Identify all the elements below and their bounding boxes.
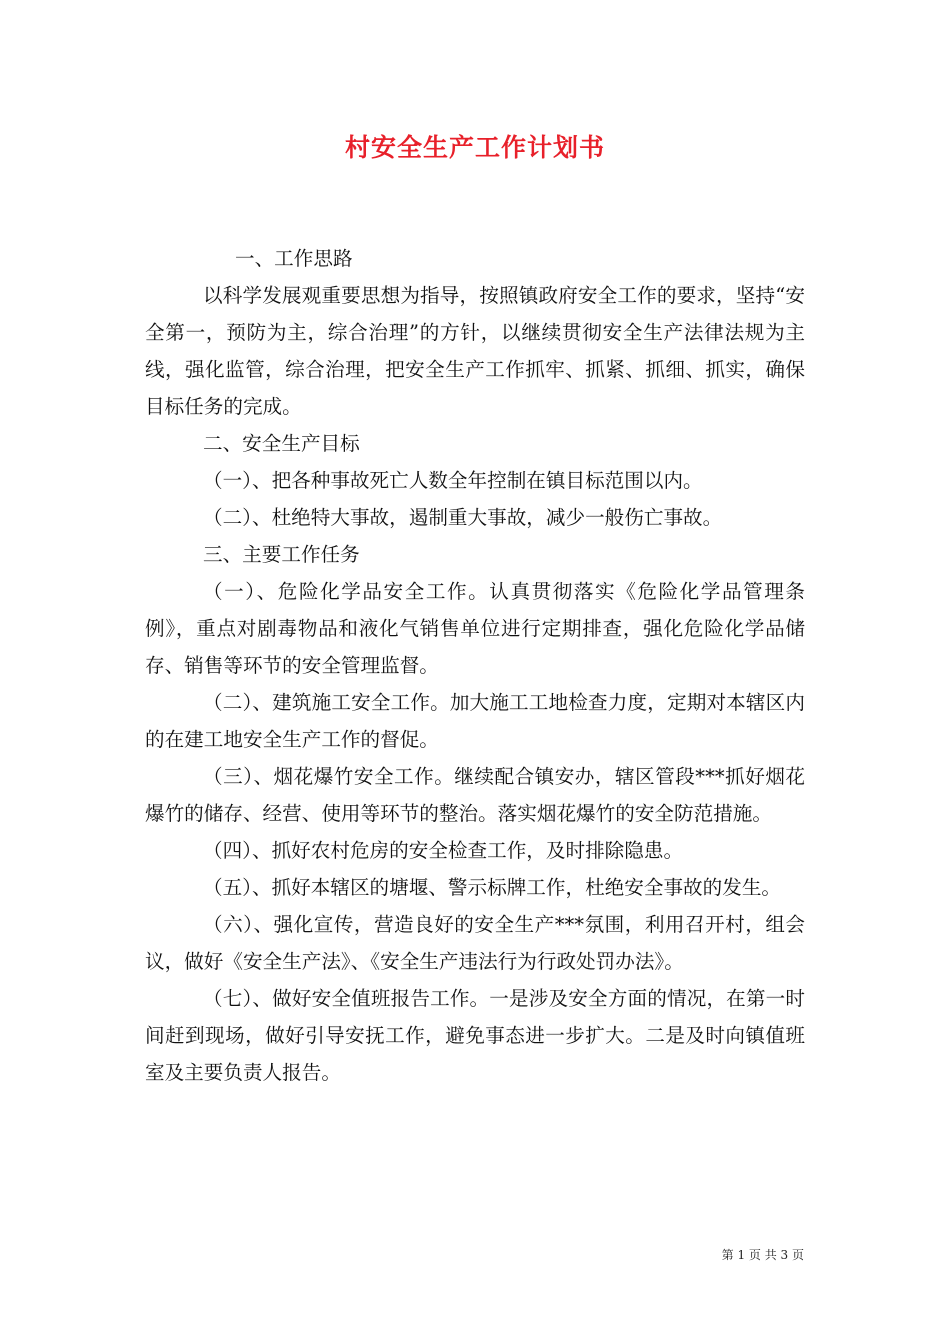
task-item-3: （三）、烟花爆竹安全工作。继续配合镇安办，辖区管段***抓好烟花爆竹的储存、经营、使用等环节的整治。落实烟花爆竹的安全防范措施。 — [145, 765, 805, 825]
task-item-4: （四）、抓好农村危房的安全检查工作，及时排除隐患。 — [203, 839, 684, 862]
task-item-1: （一）、危险化学品安全工作。认真贯彻落实《危险化学品管理条例》，重点对剧毒物品和液化气销售单位进行定期排查，强化危险化学品储存、销售等环节的安全管理监督。 — [145, 580, 805, 677]
goal-item-2: （二）、杜绝特大事故，遏制重大事故，减少一般伤亡事故。 — [203, 506, 723, 529]
task-item-2: （二）、建筑施工安全工作。加大施工工地检查力度，定期对本辖区内的在建工地安全生产工作的督促。 — [145, 691, 805, 751]
paragraph-work-approach: 以科学发展观重要思想为指导，按照镇政府安全工作的要求，坚持“安全第一，预防为主，综合治理”的方针，以继续贯彻安全生产法律法规为主线，强化监管，综合治理，把安全生产工作抓牢、抓紧、抓细、抓实，确保目标任务的完成。 — [145, 284, 805, 418]
page-number: 第 1 页 共 3 页 — [721, 1248, 804, 1262]
goal-item-1: （一）、把各种事故死亡人数全年控制在镇目标范围以内。 — [203, 469, 703, 492]
section-heading-3: 三、主要工作任务 — [203, 543, 360, 566]
document-body — [145, 240, 805, 1091]
section-heading-2: 二、安全生产目标 — [203, 432, 360, 455]
task-item-5: （五）、抓好本辖区的塘堰、警示标牌工作，杜绝安全事故的发生。 — [203, 876, 782, 899]
document-title: 村安全生产工作计划书 — [344, 133, 605, 162]
task-item-7: （七）、做好安全值班报告工作。一是涉及安全方面的情况，在第一时间赶到现场，做好引导安抚工作，避免事态进一步扩大。二是及时向镇值班室及主要负责人报告。 — [145, 987, 805, 1084]
section-heading-1: 一、工作思路 — [235, 247, 353, 270]
task-item-6: （六）、强化宣传，营造良好的安全生产***氛围，利用召开村，组会议，做好《安全生产法》、《安全生产违法行为行政处罚办法》。 — [145, 913, 805, 973]
